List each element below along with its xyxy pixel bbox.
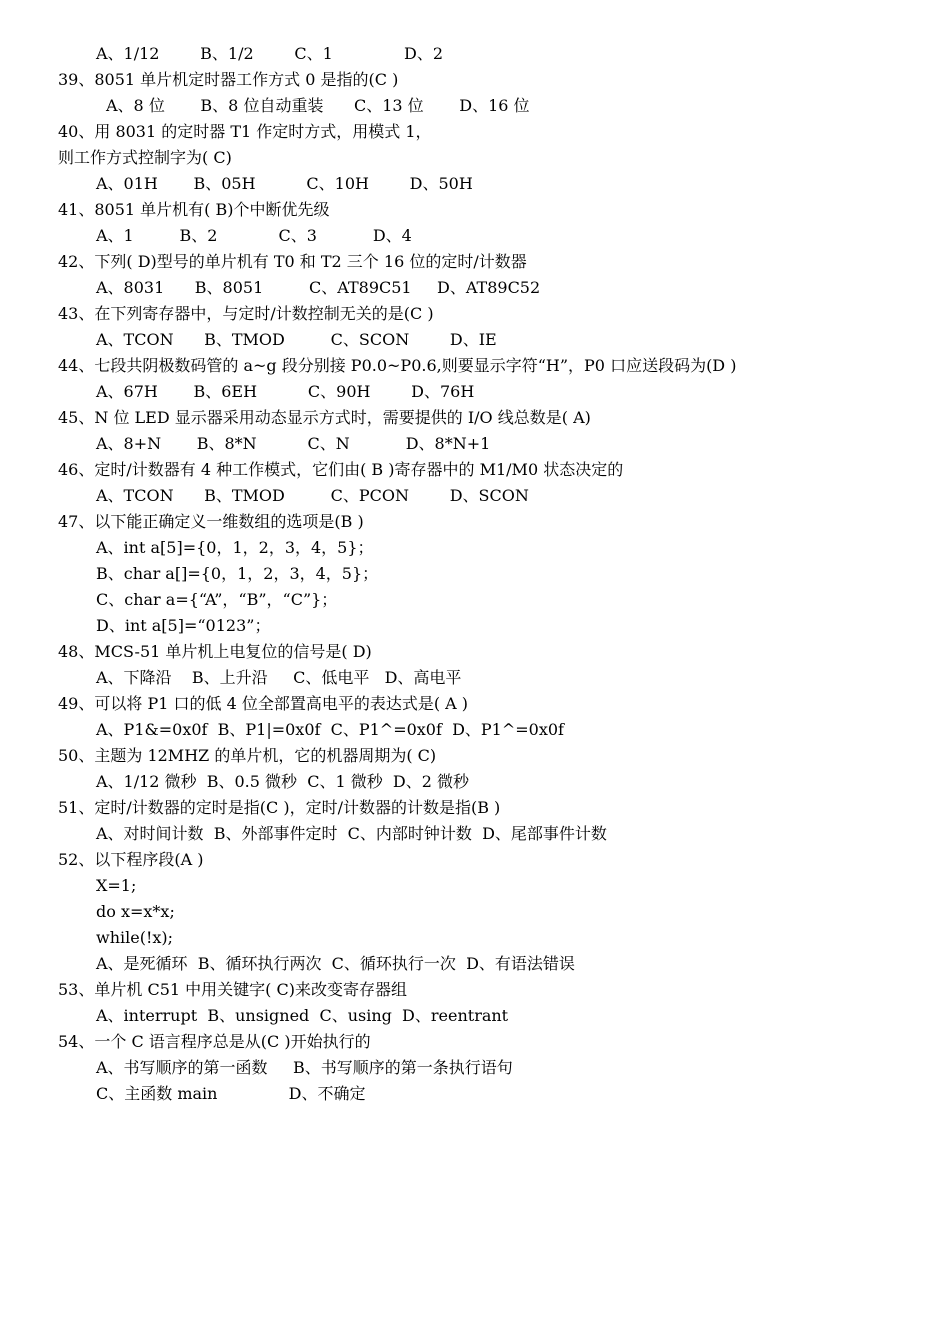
question-44: 44、七段共阴极数码管的 a~g 段分别接 P0.0~P0.6,则要显示字符“H”，P0 口应送段码为(D ) bbox=[58, 356, 737, 375]
options-line: C、主函数 main D、不确定 bbox=[96, 1084, 366, 1103]
options-line: A、interrupt B、unsigned C、using D、reentrant bbox=[96, 1006, 509, 1025]
options-line: A、8 位 B、8 位自动重装 C、13 位 D、16 位 bbox=[106, 96, 530, 115]
option-b: B、char a[]={0，1，2，3，4，5}； bbox=[96, 564, 379, 583]
option-a: A、int a[5]={0，1，2，3，4，5}； bbox=[96, 538, 374, 557]
question-39: 39、8051 单片机定时器工作方式 0 是指的(C ) bbox=[58, 70, 399, 89]
options-line: A、TCON B、TMOD C、PCON D、SCON bbox=[96, 486, 529, 505]
question-40-continued: 则工作方式控制字为( C) bbox=[58, 148, 232, 167]
options-line: A、下降沿 B、上升沿 C、低电平 D、高电平 bbox=[96, 668, 462, 687]
question-43: 43、在下列寄存器中，与定时/计数控制无关的是(C ) bbox=[58, 304, 434, 323]
option-c: C、char a={“A”，“B”，“C”}； bbox=[96, 590, 338, 609]
options-line: A、1/12 微秒 B、0.5 微秒 C、1 微秒 D、2 微秒 bbox=[96, 772, 469, 791]
options-line: A、P1&=0x0f B、P1|=0x0f C、P1^=0x0f D、P1^=0x0f bbox=[96, 720, 564, 739]
question-45: 45、N 位 LED 显示器采用动态显示方式时，需要提供的 I/O 线总数是( A) bbox=[58, 408, 591, 427]
options-line: A、TCON B、TMOD C、SCON D、IE bbox=[96, 330, 497, 349]
code-line: do x=x*x; bbox=[96, 902, 175, 921]
options-line: A、8031 B、8051 C、AT89C51 D、AT89C52 bbox=[96, 278, 541, 297]
question-51: 51、定时/计数器的定时是指(C )，定时/计数器的计数是指(B ) bbox=[58, 798, 501, 817]
question-49: 49、可以将 P1 口的低 4 位全部置高电平的表达式是( A ) bbox=[58, 694, 469, 713]
question-42: 42、下列( D)型号的单片机有 T0 和 T2 三个 16 位的定时/计数器 bbox=[58, 252, 527, 271]
question-40: 40、用 8031 的定时器 T1 作定时方式，用模式 1， bbox=[58, 122, 432, 141]
option-d: D、int a[5]=“0123”； bbox=[96, 616, 271, 635]
question-41: 41、8051 单片机有( B)个中断优先级 bbox=[58, 200, 330, 219]
options-line: A、是死循环 B、循环执行两次 C、循环执行一次 D、有语法错误 bbox=[96, 954, 575, 973]
options-line: A、8+N B、8*N C、N D、8*N+1 bbox=[96, 434, 491, 453]
question-46: 46、定时/计数器有 4 种工作模式，它们由( B )寄存器中的 M1/M0 状态决定的 bbox=[58, 460, 624, 479]
question-53: 53、单片机 C51 中用关键字( C)来改变寄存器组 bbox=[58, 980, 407, 999]
options-line: A、书写顺序的第一函数 B、书写顺序的第一条执行语句 bbox=[96, 1058, 513, 1077]
code-line: while(!x); bbox=[96, 928, 174, 947]
options-line: A、对时间计数 B、外部事件定时 C、内部时钟计数 D、尾部事件计数 bbox=[96, 824, 607, 843]
options-line: A、01H B、05H C、10H D、50H bbox=[96, 174, 473, 193]
options-line: A、1 B、2 C、3 D、4 bbox=[96, 226, 412, 245]
question-47: 47、以下能正确定义一维数组的选项是(B ) bbox=[58, 512, 364, 531]
question-54: 54、一个 C 语言程序总是从(C )开始执行的 bbox=[58, 1032, 371, 1051]
question-52: 52、以下程序段(A ) bbox=[58, 850, 204, 869]
code-line: X=1; bbox=[96, 876, 137, 895]
options-line: A、67H B、6EH C、90H D、76H bbox=[96, 382, 475, 401]
options-line: A、1/12 B、1/2 C、1 D、2 bbox=[96, 44, 444, 63]
question-48: 48、MCS-51 单片机上电复位的信号是( D) bbox=[58, 642, 372, 661]
question-50: 50、主题为 12MHZ 的单片机，它的机器周期为( C) bbox=[58, 746, 437, 765]
